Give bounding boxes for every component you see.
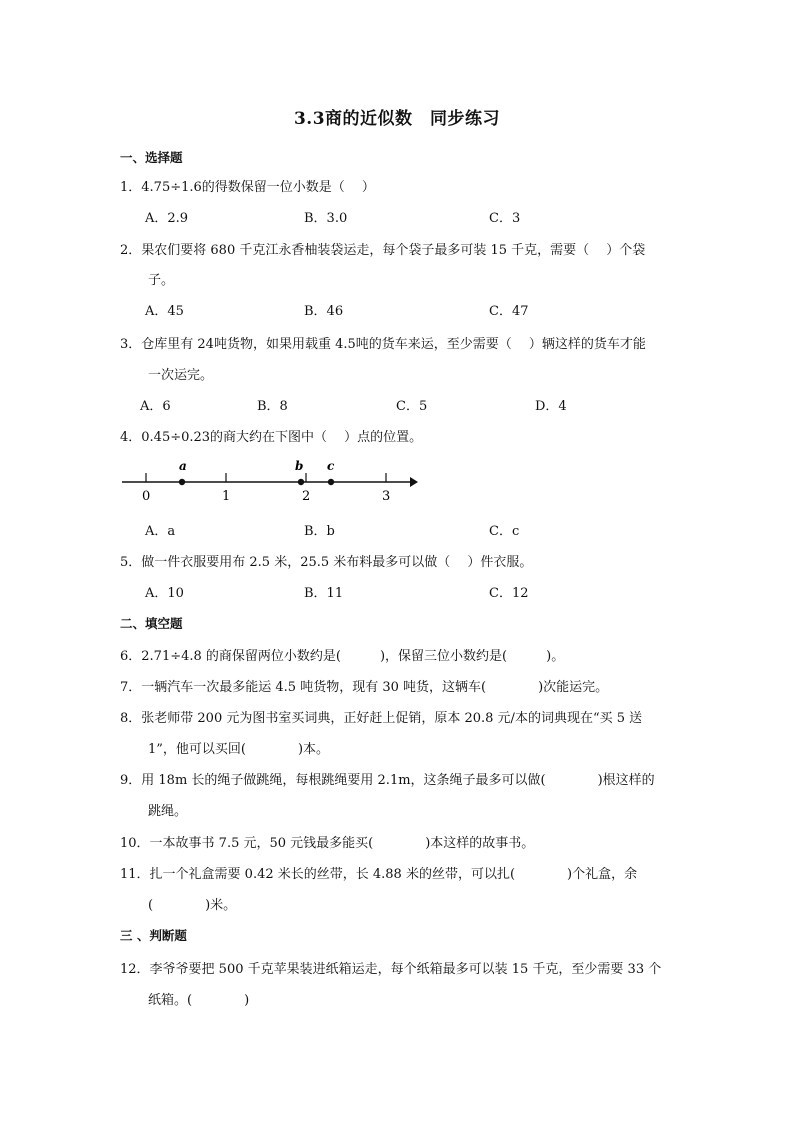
q2-option-b: B．46: [304, 304, 344, 319]
question-8: 8．张老师带 200 元为图书室买词典，正好赶上促销，原本 20.8 元/本的词典现在“买 5 送: [120, 711, 643, 726]
q3-option-b: B．8: [257, 399, 288, 414]
q5-option-b: B．11: [304, 586, 344, 601]
question-2: 2．果农们要将 680 千克江永香柚装袋运走，每个袋子最多可装 15 千克，需要（ ）个袋: [120, 243, 646, 258]
number-line-figure: [118, 456, 418, 504]
question-10: 10．一本故事书 7.5 元，50 元钱最多能买( )本这样的故事书。: [120, 836, 535, 851]
q1-option-b: B．3.0: [304, 211, 348, 226]
question-6: 6．2.71÷4.8 的商保留两位小数约是( )，保留三位小数约是( )。: [120, 649, 565, 664]
q4-option-c: C．c: [489, 524, 520, 539]
question-1: 1．4.75÷1.6的得数保留一位小数是（ ）: [120, 180, 375, 195]
q5-option-c: C．12: [489, 586, 529, 601]
q4-option-a: A．a: [145, 524, 176, 539]
q3-option-a: A．6: [140, 399, 171, 414]
section-heading-choice: 一、选择题: [120, 150, 183, 165]
question-12-cont: 纸箱。( ): [148, 993, 250, 1008]
tick-label-1: 1: [222, 489, 231, 504]
point-label-a: a: [179, 459, 187, 473]
question-4: 4．0.45÷0.23的商大约在下图中（ ）点的位置。: [120, 430, 423, 445]
q4-option-b: B．b: [304, 524, 335, 539]
question-11-cont: ( )米。: [148, 898, 237, 913]
section-heading-fill: 二、填空题: [120, 616, 183, 631]
q2-option-a: A．45: [145, 304, 184, 319]
point-label-c: c: [327, 459, 335, 473]
question-7: 7．一辆汽车一次最多能运 4.5 吨货物，现有 30 吨货，这辆车( )次能运完。: [120, 680, 609, 695]
point-c: [328, 479, 334, 485]
question-9-cont: 跳绳。: [148, 804, 188, 819]
question-5: 5．做一件衣服要用布 2.5 米，25.5 米布料最多可以做（ ）件衣服。: [120, 555, 533, 570]
page-title: 3.3商的近似数 同步练习: [293, 109, 501, 129]
question-9: 9．用 18m 长的绳子做跳绳，每根跳绳要用 2.1m，这条绳子最多可以做( )根这样的: [120, 773, 655, 788]
question-8-cont: 1”，他可以买回( )本。: [148, 742, 330, 757]
q2-option-c: C．47: [489, 304, 529, 319]
tick-label-3: 3: [382, 489, 391, 504]
question-3-cont: 一次运完。: [148, 368, 214, 383]
tick-label-2: 2: [302, 489, 311, 504]
q1-option-c: C．3: [489, 211, 521, 226]
q5-option-a: A．10: [145, 586, 184, 601]
point-label-b: b: [295, 459, 304, 473]
question-2-cont: 子。: [148, 273, 175, 288]
question-3: 3．仓库里有 24吨货物，如果用载重 4.5吨的货车来运，至少需要（ ）辆这样的货车才能: [120, 337, 646, 352]
question-12: 12．李爷爷要把 500 千克苹果装进纸箱运走，每个纸箱最多可以装 15 千克，至少需要 33 个: [120, 962, 662, 977]
point-b: [298, 479, 304, 485]
tick-label-0: 0: [142, 489, 151, 504]
q1-option-a: A．2.9: [145, 211, 189, 226]
q3-option-d: D．4: [535, 399, 567, 414]
question-11: 11．扎一个礼盒需要 0.42 米长的丝带，长 4.88 米的丝带，可以扎( )个礼盒，余: [120, 867, 638, 882]
q3-option-c: C．5: [396, 399, 428, 414]
section-heading-judge: 三 、判断题: [120, 928, 187, 943]
point-a: [179, 479, 185, 485]
number-line-arrow: [410, 477, 418, 487]
